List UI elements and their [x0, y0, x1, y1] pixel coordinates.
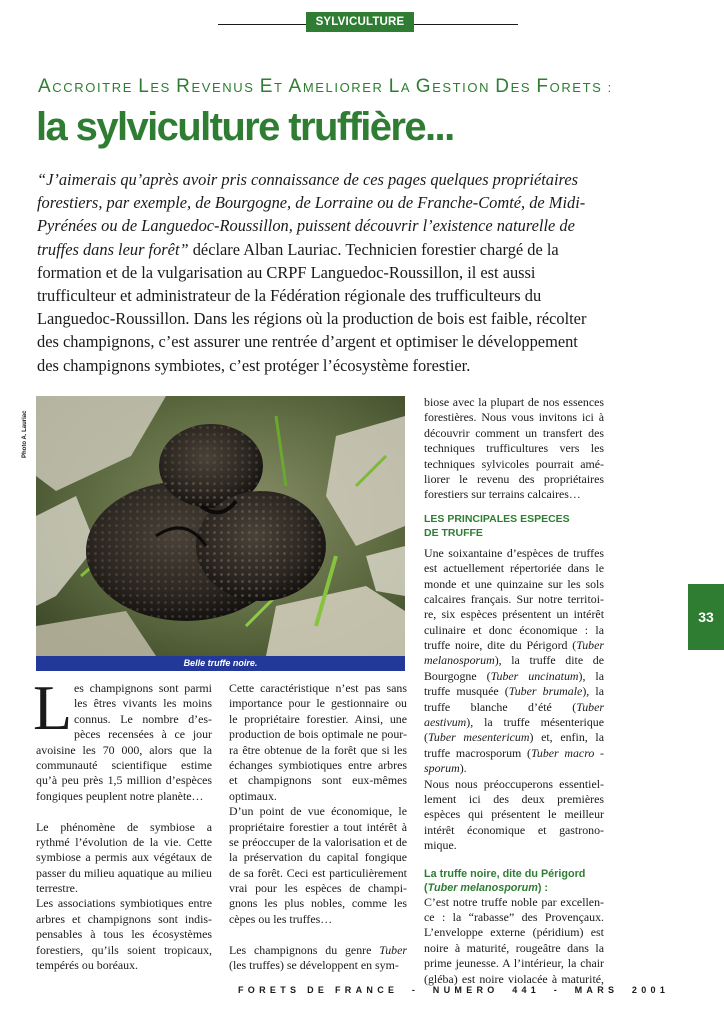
intro-line: trufficulteur et administrateur de la Fédération régionale des trufficulteurs du — [37, 285, 542, 305]
body-line: production de bois optimale ne pour- — [229, 727, 407, 742]
body-line: échanges symbiotiques entre arbres — [229, 757, 407, 772]
body-line: Cette caractéristique n’est pas sans — [229, 681, 407, 695]
intro-quote-part: Pyrénées ou de Languedoc-Roussillon, puissent découvrir l’existence naturelle de — [37, 216, 575, 236]
page-footer — [238, 985, 690, 995]
body-line: avoisine les 70 000, alors que la — [36, 742, 212, 757]
body-line: truffe macrosporum (Tuber macro - — [424, 745, 604, 760]
intro-line — [37, 168, 595, 191]
body-line: Une soixantaine d’espèces de truffes — [424, 545, 604, 560]
body-line: noire à maturité, rougeâtre dans la — [424, 940, 604, 955]
body-line: communauté scientifique estime — [36, 757, 212, 772]
article-kicker — [38, 76, 698, 98]
body-line: lement ici des deux premières — [424, 791, 604, 806]
article-title: la sylviculture truffière... — [36, 105, 454, 149]
body-line: qu’à peu près 1,5 million d’espèces — [36, 773, 212, 788]
header-rule-right — [414, 24, 518, 25]
intro-paragraph — [37, 168, 595, 377]
body-line: truffe musquée (Tuber brumale), la — [424, 684, 604, 699]
intro-line: des champignons symbiotes, c’est protéger l’écosystème forestier. — [37, 355, 471, 375]
photo-credit-text: Photo A. Lauriac — [22, 410, 28, 458]
body-column-2 — [229, 681, 407, 973]
body-line: techniques trufficultures vers les — [424, 441, 604, 456]
body-line: L’enveloppe externe (péridium) est — [424, 925, 604, 940]
body-line: calcaires français. Sur notre territoi- — [424, 591, 604, 606]
body-line: forestiers sur terrains calcaires… — [424, 487, 581, 502]
page-number-tab: 33 — [688, 584, 724, 650]
body-line: gnons les plus nobles, comme les — [229, 896, 407, 911]
body-line: (Tuber mesentericum) et, enfin, la — [424, 730, 605, 745]
body-line: truffe blanche d’été (Tuber — [424, 699, 604, 714]
body-line: liorer le revenu des propriétaires — [424, 471, 604, 486]
body-line: Le phénomène de symbiose a — [36, 819, 212, 834]
body-line: (les truffes) se développent en sym- — [229, 958, 399, 973]
body-line: passer du milieu aquatique au milieu — [36, 865, 212, 880]
body-line: biose avec la plupart de nos essences — [424, 395, 604, 409]
body-line: et champignons sont eux-mêmes — [229, 773, 407, 788]
body-line: est actuellement répertoriée dans le — [424, 561, 604, 576]
intro-line: formation et de la vulgarisation au CRPF Languedoc-Roussillon, il est aussi — [37, 262, 536, 282]
body-line: Les champignons du genre Tuber — [229, 942, 407, 957]
body-line: arbres et champignons sont indis- — [36, 911, 212, 926]
section-heading: LES PRINCIPALES ESPECES DE TRUFFE — [424, 512, 570, 539]
body-line: techniques sylvicoles pourrait amé- — [424, 456, 604, 471]
paragraph-gap — [229, 927, 407, 942]
body-line: prime jeunesse. A l’intérieur, la chair — [424, 956, 604, 971]
body-line: de sa forêt. Ceci est particulièrement — [229, 865, 407, 880]
body-column-1 — [36, 681, 212, 973]
body-line: melanosporum), la truffe dite de — [424, 653, 604, 668]
body-line: culinaire et donc économique : la — [424, 622, 604, 637]
body-line: le propriétaire forestier. Ainsi, une — [229, 711, 407, 726]
body-line: la préservation du capital fongique — [229, 850, 407, 865]
body-line: propriétaire forestier a tout intérêt à — [229, 819, 407, 834]
body-line: tempérés ou boréaux. — [36, 958, 139, 973]
body-line: truffe noire, dite du Périgord (Tuber — [424, 638, 604, 653]
body-line: re, six espèces présentent un intérêt — [424, 607, 604, 622]
paragraph-gap — [36, 804, 212, 819]
body-line: rythmé l’évolution de la vie. Cette — [36, 834, 212, 849]
body-line: découvrir comment un transfert des — [424, 425, 604, 440]
body-line: importance pour le gestionnaire ou — [229, 696, 407, 711]
truffle-photo — [36, 396, 405, 656]
body-line: optimaux. — [229, 788, 277, 803]
body-line: monde et une quinzaine sur les sols — [424, 576, 604, 591]
intro-line: Languedoc-Roussillon. Dans les régions où la production de bois est faible, récolter — [37, 309, 587, 329]
footer-text: FORETS DE FRANCE - NUMERO 441 - MARS 2001 — [238, 985, 670, 995]
intro-line: des champignons, c’est assurer une rentrée d’argent et optimiser le développement — [37, 332, 578, 352]
body-line: terrestre. — [36, 881, 78, 896]
body-line: es champignons sont parmi — [74, 681, 212, 695]
body-line: D’un point de vue économique, le — [229, 804, 407, 819]
section-rubric: SYLVICULTURE — [306, 12, 414, 32]
photo-credit — [22, 398, 36, 458]
body-line: cèpes ou les truffes… — [229, 911, 333, 926]
body-line: aestivum), la truffe mésenterique — [424, 715, 604, 730]
body-line: forestiers, qu’ils soient tropicaux, — [36, 942, 212, 957]
body-line: se préoccuper de la valorisation et de — [229, 834, 407, 849]
intro-quote-part: forestiers, par exemple, de Bourgogne, de Lorraine ou de Franche-Comté, de Midi- — [37, 193, 586, 213]
subsection-heading: La truffe noire, dite du Périgord (Tuber melanosporum) : — [424, 867, 586, 894]
intro-line — [37, 191, 595, 214]
body-line: ce : la “rabasse” des Provençaux. — [424, 909, 604, 924]
body-line: vrai pour les espèces de champi- — [229, 881, 407, 896]
drop-cap: L — [33, 672, 73, 743]
body-line: intérêt économique et gastrono- — [424, 822, 604, 837]
header-rule-left — [218, 24, 306, 25]
body-line: mique. — [424, 838, 457, 853]
intro-line-mixed: truffes dans leur forêt” déclare Alban Lauriac. Technicien forestier chargé de la — [37, 239, 559, 259]
body-line: pèces recensées à ce jour — [74, 727, 212, 742]
body-line: connus. Le nombre d’es- — [74, 711, 212, 726]
body-line: Bourgogne (Tuber uncinatum), la — [424, 668, 604, 683]
body-line: (gléba) est noire violacée à maturité, — [424, 971, 604, 986]
body-line: fongiques peuplent notre planète… — [36, 788, 204, 803]
body-line: sporum). — [424, 761, 467, 776]
body-line: symbiose a permis aux végétaux de — [36, 850, 212, 865]
body-line: ra être obtenue de la forêt que si les — [229, 742, 407, 757]
intro-line — [37, 214, 595, 237]
body-line: C’est notre truffe noble par excellen- — [424, 894, 604, 909]
body-line: espèces qui présentent le meilleur — [424, 807, 604, 822]
body-line: les êtres vivants les moins — [74, 696, 212, 711]
body-line: Les associations symbiotiques entre — [36, 896, 212, 911]
intro-quote-part: “J’aimerais qu’après avoir pris connaissance de ces pages quelques propriétaires — [37, 170, 578, 189]
photo-caption: Belle truffe noire. — [36, 656, 405, 671]
body-column-3 — [424, 395, 604, 987]
kicker-text: ACCROITRE LES REVENUS ET AMELIORER LA GESTION DES FORETS : — [38, 76, 613, 97]
body-line: Nous nous préoccuperons essentiel- — [424, 776, 604, 791]
truffle-photo-image — [36, 396, 405, 656]
body-line: pensables à tous les écosystèmes — [36, 927, 212, 942]
body-line: forestières. Nous vous invitons ici à — [424, 410, 604, 425]
